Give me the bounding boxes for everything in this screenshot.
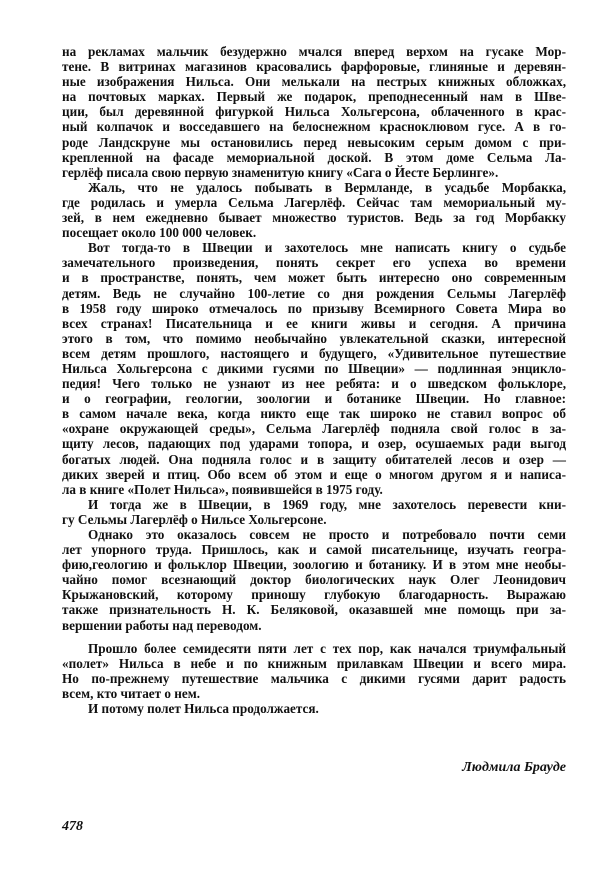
paragraph bbox=[62, 240, 566, 497]
text-line: в 1958 году широко отмечалось по призыву Всемирного Совета Мира во bbox=[62, 300, 566, 316]
text-line: Нильса Хольгерсона с дикими гусями по Швеции» — подлинная энцикло- bbox=[62, 360, 566, 376]
text-line: фию,геологию и фольклор Швеции, зоологию и ботанику. И в этом мне необы- bbox=[62, 557, 566, 573]
text-line: ные изображения Нильса. Они мелькали на пестрых книжных обложках, bbox=[62, 74, 566, 90]
text-line: Жаль, что не удалось побывать в Вермланде, в усадьбе Морбакка, bbox=[88, 179, 566, 195]
author-signature: Людмила Брауде bbox=[462, 760, 566, 775]
text-line: Прошло более семидесяти пяти лет с тех пор, как начался триумфальный bbox=[88, 640, 566, 656]
text-line: ла в книге «Полет Нильса», появившейся в 1975 году. bbox=[62, 481, 383, 497]
text-line: Крыжановский, которому приношу глубокую благодарность. Выражаю bbox=[62, 587, 566, 603]
paragraph bbox=[62, 497, 566, 527]
text-line: ции, был деревянной фигуркой Нильса Хольгерсона, облаченного в крас- bbox=[62, 104, 566, 120]
body-text bbox=[62, 44, 566, 716]
text-line: И потому полет Нильса продолжается. bbox=[88, 701, 319, 717]
text-line: также признательность Н. К. Беляковой, оказавшей мне помощь при за- bbox=[62, 602, 566, 618]
text-line: где родилась и умерла Сельма Лагерлёф. Сейчас там мемориальный му- bbox=[62, 194, 566, 210]
text-line: всех странах! Писательница и ее книги живы и сегодня. А причина bbox=[62, 315, 566, 331]
text-line: крепленной на фасаде мемориальной доской. В этом доме Сельма Ла- bbox=[62, 149, 566, 165]
text-line: диких зверей и птиц. Обо всем об этом и еще о многом другом я и написа- bbox=[62, 466, 566, 482]
text-line: и в пространстве, понять, чем может быть интересно оно современным bbox=[62, 270, 566, 286]
text-line: этого в том, что помимо необычайно увлекательной сказки, интересной bbox=[62, 330, 566, 346]
text-line: замечательного произведения, понять секрет его успеха во времени bbox=[62, 255, 566, 271]
paragraph bbox=[62, 180, 566, 240]
text-line: чайно помог всезнающий доктор биологических наук Олег Леонидович bbox=[62, 572, 566, 588]
text-line: гу Сельмы Лагерлёф о Нильсе Хольгерсоне. bbox=[62, 511, 327, 527]
text-line: посещает около 100 000 человек. bbox=[62, 225, 257, 241]
paragraph bbox=[62, 527, 566, 633]
text-line: на почтовых марках. Первый же подарок, преподнесенный нам в Шве- bbox=[62, 89, 566, 105]
text-line: богатых людей. Она подняла голос и в защиту обитателей лесов и озер — bbox=[62, 451, 566, 467]
text-line: Вот тогда-то в Швеции и захотелось мне написать книгу о судьбе bbox=[88, 240, 566, 256]
text-line: и о географии, геологии, зоологии и ботанике Швеции. Но главное: bbox=[62, 391, 566, 407]
text-line: всем детям прошлого, настоящего и будущего, «Удивительное путешествие bbox=[62, 345, 566, 361]
text-line: детям. Ведь не случайно 100-летие со дня рождения Сельмы Лагерлёф bbox=[62, 285, 566, 301]
text-line: герлёф писала свою первую знаменитую книгу «Сага о Йесте Берлинге». bbox=[62, 164, 499, 180]
paragraph bbox=[62, 701, 566, 716]
text-line: И тогда же в Швеции, в 1969 году, мне захотелось перевести кни- bbox=[88, 496, 566, 512]
text-line: тене. В витринах магазинов красовались фарфоровые, глиняные и деревян- bbox=[62, 59, 566, 75]
text-line: Однако это оказалось совсем не просто и потребовало почти семи bbox=[88, 527, 566, 542]
text-line: ный колпачок и восседавшего на белоснежном красноклювом гусе. А в го- bbox=[62, 119, 566, 135]
text-line: щиту лесов, падающих под ударами топора, и озер, осушаемых ради выгод bbox=[62, 436, 566, 452]
text-line: лет упорного труда. Пришлось, как и самой писательнице, изучать геогра- bbox=[62, 542, 566, 558]
text-line: вершении работы над переводом. bbox=[62, 617, 262, 633]
text-line: «полет» Нильса в небе и по книжным прилавкам Швеции и всего мира. bbox=[62, 655, 566, 671]
text-line: на рекламах мальчик безудержно мчался вперед верхом на гусаке Мор- bbox=[62, 44, 566, 59]
text-line: Но по-прежнему путешествие мальчика с дикими гусями дарит радость bbox=[62, 670, 566, 686]
paragraph bbox=[62, 641, 566, 701]
text-line: зей, в нем ежедневно бывает множество туристов. Ведь за год Морбакку bbox=[62, 210, 566, 226]
text-line: педия! Чего только не узнают из нее ребята: и о шведском фольклоре, bbox=[62, 376, 566, 392]
text-line: в самом начале века, когда никто еще так широко не ставил вопрос об bbox=[62, 406, 566, 422]
paragraph bbox=[62, 44, 566, 180]
text-line: роде Ландскруне мы остановились перед невысоким серым домом с при- bbox=[62, 134, 566, 150]
page-number: 478 bbox=[62, 819, 83, 834]
text-line: «охране окружающей среды», Сельма Лагерлёф подняла свой голос в за- bbox=[62, 421, 566, 437]
text-line: всем, кто читает о нем. bbox=[62, 685, 201, 701]
